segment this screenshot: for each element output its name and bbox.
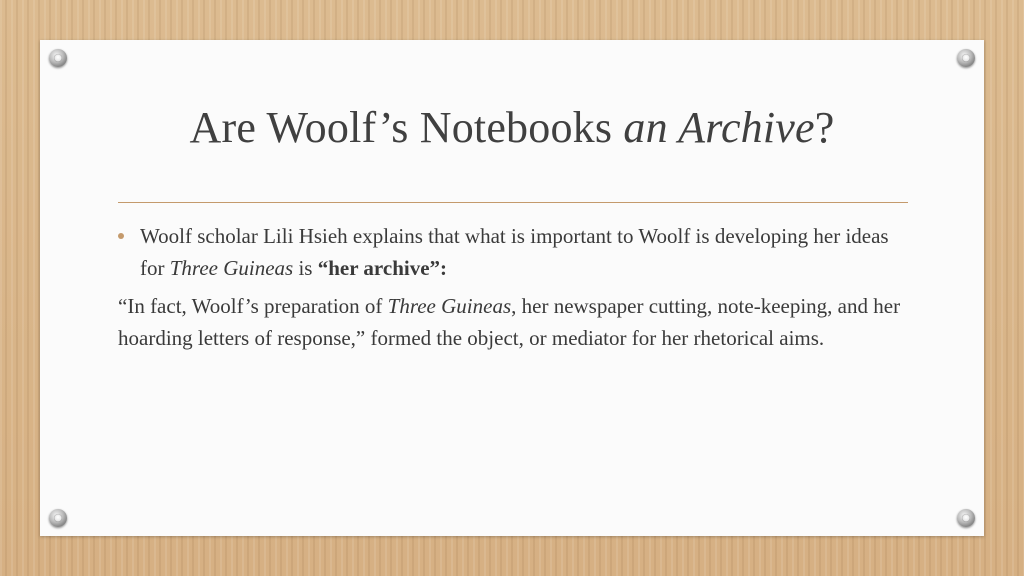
title-italic-text: an Archive [623, 103, 815, 152]
bullet-text-1: Woolf scholar Lili Hsieh explains that what is important to Woolf is developing her ideas for [140, 224, 889, 280]
slide-card [40, 40, 984, 536]
title-divider [118, 202, 908, 203]
bullet-text-bold: “her archive”: [317, 256, 448, 280]
slide-title [40, 103, 984, 152]
bullet-dot-icon [118, 233, 124, 239]
title-main-text: Are Woolf’s Notebooks [189, 103, 624, 152]
bullet-text-italic: Three Guineas [169, 256, 294, 280]
quote-paragraph [118, 290, 918, 354]
bullet-text-3: is [293, 256, 318, 280]
quote-text-3: , her newspaper cutting, note-keeping, and her hoarding letters of response,” formed the object, or mediator for her rhetorical aims. [118, 294, 901, 350]
grommet-icon [957, 49, 975, 67]
bullet-item [118, 220, 918, 284]
grommet-icon [957, 509, 975, 527]
title-end-text: ? [814, 103, 835, 152]
slide-body [118, 220, 918, 354]
grommet-icon [49, 49, 67, 67]
quote-text-1: “In fact, Woolf’s preparation of [118, 294, 388, 318]
quote-text-italic: Three Guineas [387, 294, 512, 318]
grommet-icon [49, 509, 67, 527]
